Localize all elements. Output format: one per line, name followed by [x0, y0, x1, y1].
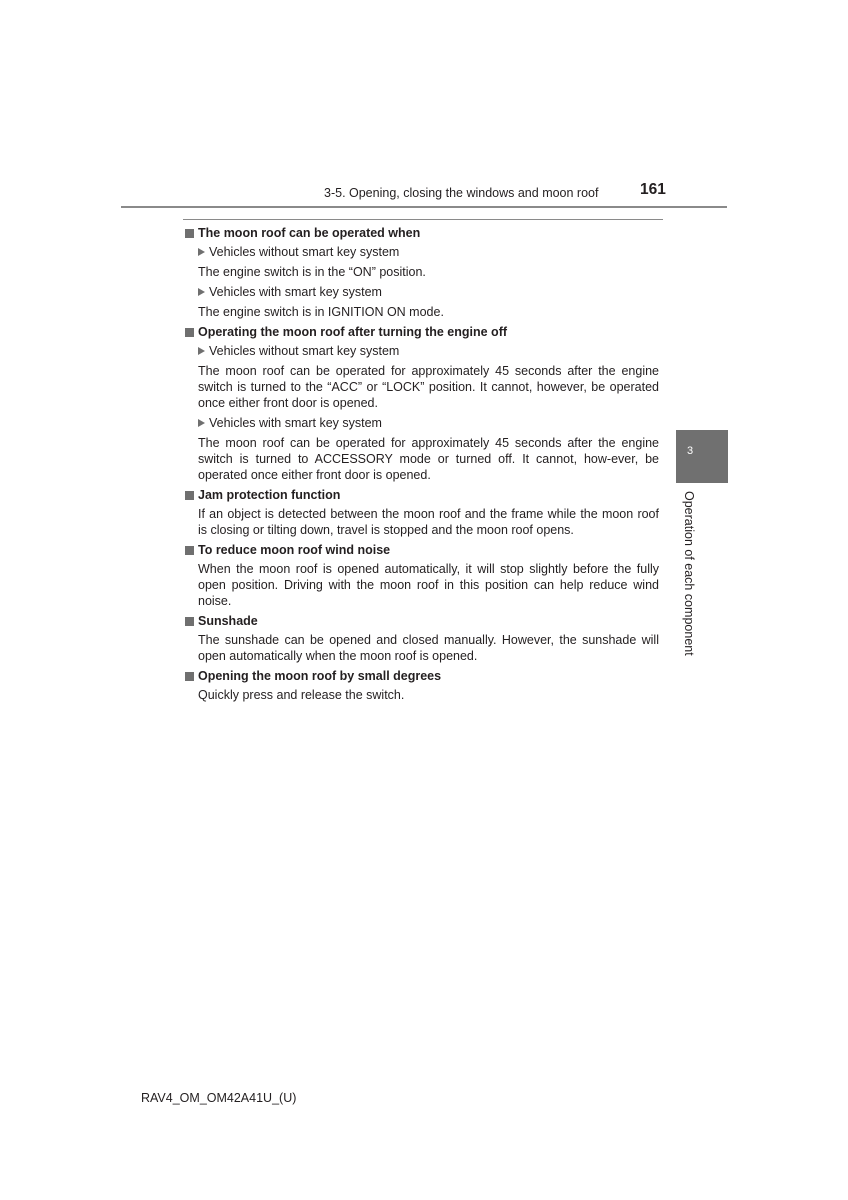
- section-jam-protection: [185, 487, 659, 538]
- body-text: The moon roof can be operated for approximately 45 seconds after the engine switch is turned to the “ACC” or “LOCK” position. It cannot, however, be operated once either front door is opened.: [198, 364, 659, 410]
- sub-item-text: Vehicles with smart key system: [209, 416, 382, 430]
- body-text: The moon roof can be operated for approximately 45 seconds after the engine switch is turned to ACCESSORY mode or turned off. It cannot, how-ever, be operated once either front door is opened.: [198, 436, 659, 482]
- sub-item: [198, 415, 659, 431]
- square-bullet-icon: [185, 672, 194, 681]
- sub-item-text: Vehicles without smart key system: [209, 245, 400, 259]
- section-wind-noise: [185, 542, 659, 609]
- square-bullet-icon: [185, 491, 194, 500]
- section-small-degrees: [185, 668, 659, 703]
- body-text: The engine switch is in the “ON” position.: [198, 265, 426, 279]
- chapter-label: Operation of each component: [682, 491, 696, 656]
- sub-item: [198, 284, 659, 300]
- content-divider: [183, 219, 663, 220]
- section-operable-when: [185, 225, 659, 320]
- section-heading-text: The moon roof can be operated when: [198, 226, 421, 240]
- section-heading-text: Sunshade: [198, 614, 258, 628]
- square-bullet-icon: [185, 229, 194, 238]
- section-heading: [185, 668, 659, 684]
- square-bullet-icon: [185, 617, 194, 626]
- body-text: If an object is detected between the moon roof and the frame while the moon roof is closing or tilting down, travel is stopped and the moon roof opens.: [198, 507, 659, 537]
- sub-item-text: Vehicles without smart key system: [209, 344, 400, 358]
- sub-item: [198, 343, 659, 359]
- section-sunshade: [185, 613, 659, 664]
- section-heading: [185, 613, 659, 629]
- section-heading-text: Jam protection function: [198, 488, 341, 502]
- square-bullet-icon: [185, 328, 194, 337]
- sub-item: [198, 244, 659, 260]
- square-bullet-icon: [185, 546, 194, 555]
- footer-manual-code: RAV4_OM_OM42A41U_(U): [141, 1091, 297, 1105]
- section-heading-text: Opening the moon roof by small degrees: [198, 669, 442, 683]
- triangle-bullet-icon: [198, 288, 205, 296]
- main-content: [185, 225, 659, 707]
- section-heading: [185, 487, 659, 503]
- triangle-bullet-icon: [198, 419, 205, 427]
- section-after-engine-off: [185, 324, 659, 483]
- body-text: When the moon roof is opened automatically, it will stop slightly before the fully open position. Driving with the moon roof in this position can help reduce wind noise.: [198, 562, 659, 608]
- header-divider: [121, 206, 727, 208]
- section-heading-text: Operating the moon roof after turning the engine off: [198, 325, 508, 339]
- body-text: The engine switch is in IGNITION ON mode.: [198, 305, 444, 319]
- page-number: 161: [640, 181, 666, 198]
- chapter-tab: [676, 430, 728, 483]
- body-text: The sunshade can be opened and closed manually. However, the sunshade will open automatically when the moon roof is opened.: [198, 633, 659, 663]
- triangle-bullet-icon: [198, 248, 205, 256]
- section-heading: [185, 542, 659, 558]
- section-heading: [185, 225, 659, 241]
- chapter-number: 3: [686, 445, 694, 457]
- section-heading-text: To reduce moon roof wind noise: [198, 543, 391, 557]
- page-header-title: 3-5. Opening, closing the windows and moon roof: [324, 186, 599, 200]
- sub-item-text: Vehicles with smart key system: [209, 285, 382, 299]
- triangle-bullet-icon: [198, 347, 205, 355]
- section-heading: [185, 324, 659, 340]
- body-text: Quickly press and release the switch.: [198, 688, 405, 702]
